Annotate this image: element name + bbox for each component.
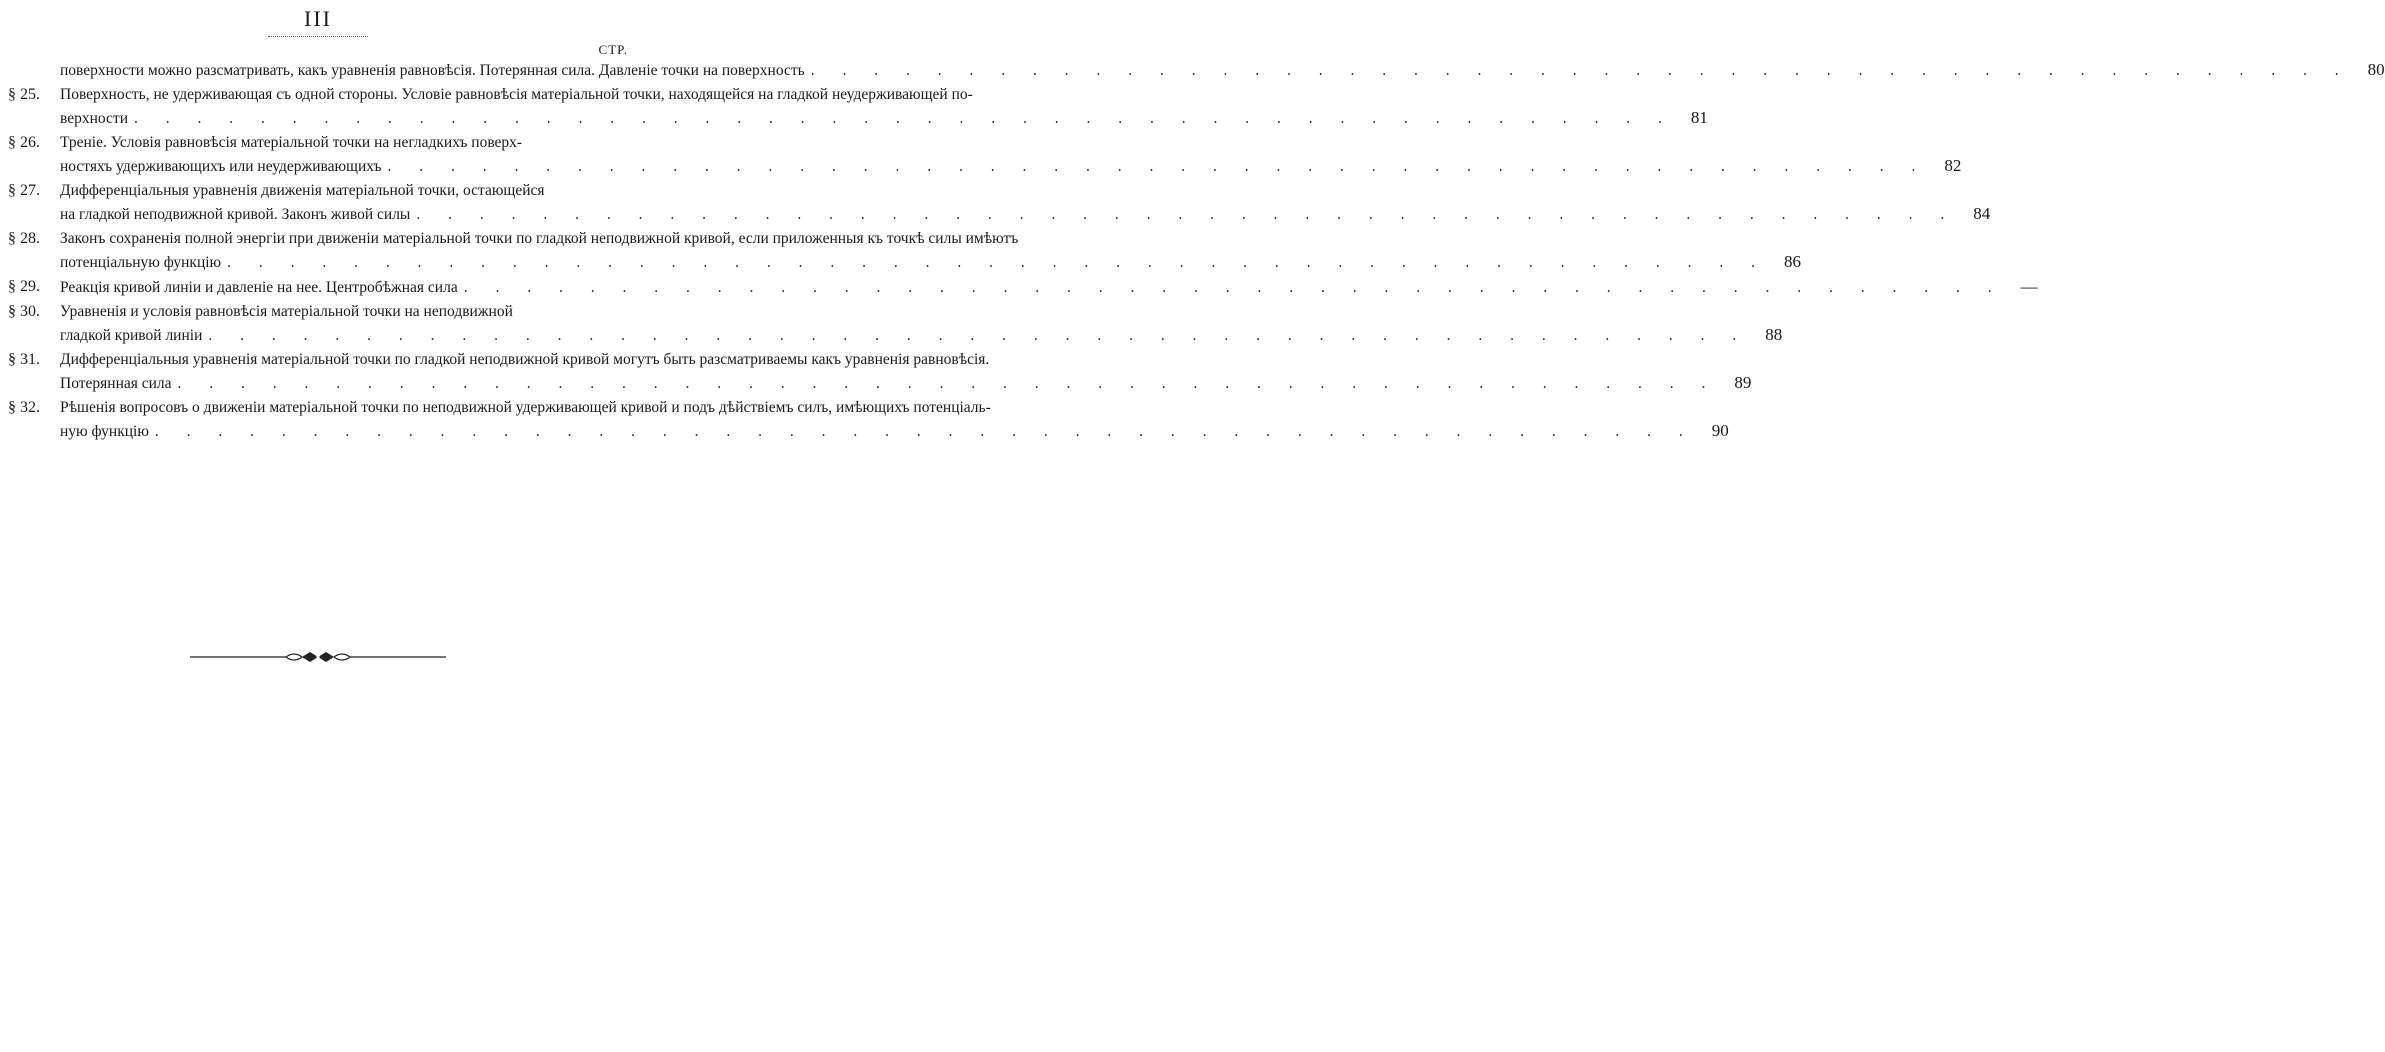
section-number: § 31. [8,351,40,368]
entry-last-text: Потерянная сила [60,375,172,392]
entry-text: Уравненія и условія равновѣсія матеріальной точки на неподвижной [60,303,513,320]
entry-page: 84 [1973,204,1991,223]
dot-leader [178,372,1718,395]
toc-entry [8,227,1801,274]
entry-last-line [60,323,1782,347]
toc-entry [8,348,1752,395]
entry-last-line [60,419,1729,443]
entry-text: Поверхность, не удерживающая съ одной стороны. Условіе равновѣсія матеріальной точки, находящейся на гладкой неудерживающей по- [60,86,973,103]
dot-leader [134,107,1674,130]
section-number: § 25. [8,86,40,103]
section-number: § 32. [8,399,40,416]
entry-body [60,227,1801,274]
entry-text: Рѣшенія вопросовъ о движеніи матеріальной точки по неподвижной удерживающей кривой и подъ дѣйствіемъ силъ, имѣющихъ потенціаль- [60,399,991,416]
entry-page: — [2020,277,2038,296]
section-number: § 27. [8,182,40,199]
entry-page: 86 [1784,252,1801,271]
entry-body [60,179,1990,226]
entry-page: 90 [1711,421,1729,440]
entry-page: 82 [1944,156,1962,175]
entry-page: 89 [1734,373,1752,392]
entry-last-line [60,250,1801,274]
entry-last-text: Реакція кривой линіи и давленіе на нее. Центробѣжная сила [60,279,458,296]
entry-page: 88 [1765,325,1783,344]
entry-body [60,348,1751,395]
dot-leader [387,155,1927,178]
toc-entry [8,179,1991,226]
page-column-label: СТР. [598,42,628,57]
entry-body [60,58,2385,82]
dot-leader [155,420,1695,443]
entry-body [60,83,1708,130]
table-of-contents [8,58,2385,444]
entry-last-text: верхности [60,110,128,127]
section-number: § 26. [8,134,40,151]
entry-text: Дифференціальныя уравненія движенія матеріальной точки, остающейся [60,182,545,199]
dot-leader [464,276,2004,299]
entry-text: Треніе. Условія равновѣсія матеріальной точки на негладкихъ поверх- [60,134,523,151]
toc-entry [8,300,1783,347]
toc-entry [8,275,2038,299]
page-number: III [304,6,332,31]
entry-last-line [60,275,2038,299]
entry-last-text: на гладкой неподвижной кривой. Законъ живой силы [60,206,411,223]
entry-last-line [60,154,1961,178]
toc-entry [8,131,1962,178]
section-number: § 30. [8,303,40,320]
entry-body [60,300,1782,347]
toc-entry [8,58,2385,82]
page-number-underline [268,36,368,37]
entry-page: 81 [1690,108,1708,127]
section-number: § 29. [8,278,40,295]
entry-last-text: поверхности можно разсматривать, какъ уравненія равновѣсія. Потерянная сила. Давленіе точки на поверхность [60,62,805,79]
entry-last-text: потенціальную функцію [60,254,222,271]
section-number: § 28. [8,230,40,247]
entry-text: Законъ сохраненія полной энергіи при движеніи матеріальной точки по гладкой неподвижной кривой, если приложенныя къ точкѣ силы имѣютъ [60,230,1019,247]
entry-last-line [60,106,1708,130]
entry-last-text: ностяхъ удерживающихъ или неудерживающихъ [60,158,382,175]
entry-text: Дифференціальныя уравненія матеріальной точки по гладкой неподвижной кривой могутъ быть разсматриваемы какъ уравненія равновѣсія. [60,351,990,368]
toc-entry [8,83,1708,130]
toc-entry [8,396,1729,443]
entry-last-line [60,58,2385,82]
entry-last-text: гладкой кривой линіи [60,327,203,344]
dot-leader [811,59,2351,82]
entry-body [60,131,1961,178]
entry-page: 80 [2367,60,2385,79]
entry-body [60,275,2038,299]
entry-last-line [60,371,1751,395]
entry-body [60,396,1729,443]
decorative-ornament [190,650,446,664]
entry-last-line [60,202,1990,226]
entry-last-text: ную функцію [60,423,149,440]
dot-leader [208,324,1748,347]
dot-leader [227,251,1767,274]
dot-leader [416,203,1956,226]
